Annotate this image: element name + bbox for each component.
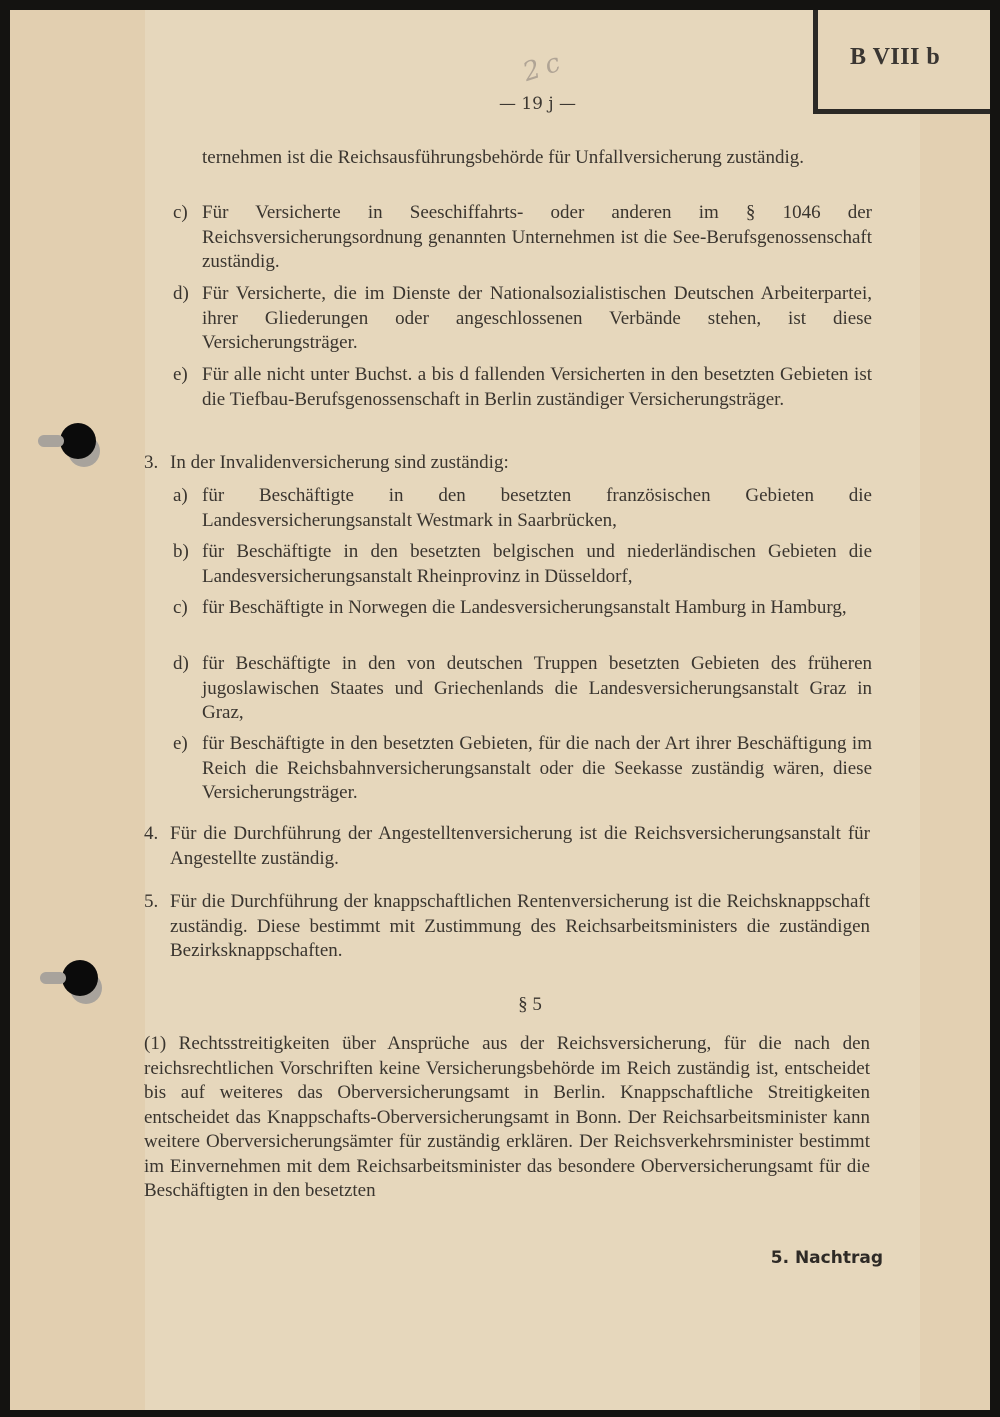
item-text: für Beschäftigte in den besetzten Gebieten, für die nach der Art ihrer Beschäftigung im Reich die Reichsbahnversicherungsanstalt oder die Seekasse zuständig wären, diese Versicherungsträger. (202, 733, 872, 803)
punch-hole-icon (62, 960, 98, 996)
numbered-point-5 (144, 890, 870, 964)
item-marker: c) (173, 202, 188, 223)
point-text: Für die Durchführung der knappschaftlichen Rentenversicherung ist die Reichsknappschaft zuständig. Diese bestimmt mit Zustimmung des Reichsarbeitsministers die zuständigen Bezirksknappschaften. (170, 891, 870, 961)
item-text: für Beschäftigte in Norwegen die Landesversicherungsanstalt Hamburg in Hamburg, (202, 597, 847, 618)
pencil-annotation: 2c (519, 46, 570, 88)
continuation-text: ternehmen ist die Reichsausführungsbehörde für Unfallversicherung zuständig. (202, 147, 805, 168)
point-text: Für die Durchführung der Angestelltenversicherung ist die Reichsversicherungsanstalt für Angestellte zuständig. (170, 823, 870, 869)
item-marker: e) (173, 364, 188, 385)
list-item (173, 596, 872, 621)
item-text: für Beschäftigte in den von deutschen Truppen besetzten Gebieten des früheren jugoslawischen Staates und Griechenlands die Landesversicherungsanstalt Graz in Graz, (202, 653, 872, 723)
item-marker: b) (173, 541, 189, 562)
list-item (173, 652, 872, 726)
page-number: — 19 j — (498, 94, 577, 114)
item-marker: c) (173, 597, 188, 618)
item-text: für Beschäftigte in den besetzten französischen Gebieten die Landesversicherungsanstalt Westmark in Saarbrücken, (202, 485, 872, 531)
page-edge-shading (10, 10, 145, 1410)
section-heading: § 5 (518, 994, 542, 1015)
item-marker: d) (173, 653, 189, 674)
punch-hole-icon (60, 423, 96, 459)
list-item (173, 363, 872, 412)
list-item (173, 732, 872, 806)
item-text: Für Versicherte, die im Dienste der Nationalsozialistischen Deutschen Arbeiterpartei, ihrer Gliederungen oder angeschlossenen Verbände stehen, ist diese Versicherungsträger. (202, 283, 872, 353)
item-text: Für alle nicht unter Buchst. a bis d fallenden Versicherten in den besetzten Gebieten ist die Tiefbau-Berufsgenossenschaft in Berlin zuständiger Versicherungsträger. (202, 364, 872, 410)
list-item (173, 540, 872, 589)
list-item (173, 484, 872, 533)
document-page (10, 10, 990, 1410)
page-edge-shading (920, 10, 990, 1410)
item-text: für Beschäftigte in den besetzten belgischen und niederländischen Gebieten die Landesversicherungsanstalt Rheinprovinz in Düsseldorf, (202, 541, 872, 587)
point-number: 5. (144, 891, 159, 912)
numbered-point-4 (144, 822, 870, 871)
list-item (173, 201, 872, 275)
point-number: 3. (144, 452, 159, 473)
section-paragraph: (1) Rechtsstreitigkeiten über Ansprüche aus der Reichsversicherung, für die nach den reichsrechtlichen Vorschriften keine Versicherungsbehörde im Reich zuständig ist, entscheidet bis auf weiteres das Oberversicherungsamt in Berlin. Knappschaftliche Streitigkeiten entscheidet das Knappschafts-Oberversicherungsamt in Bonn. Der Reichsarbeitsminister kann weitere Oberversicherungsämter für zuständig erklären. Der Reichsverkehrsminister bestimmt im Einvernehmen mit dem Reichsarbeitsminister das besondere Oberversicherungsamt für die Beschäftigten in den besetzten (144, 1033, 870, 1201)
item-marker: d) (173, 283, 189, 304)
supplement-label: 5. Nachtrag (770, 1248, 883, 1268)
item-marker: e) (173, 733, 188, 754)
item-marker: a) (173, 485, 188, 506)
item-text: Für Versicherte in Seeschiffahrts- oder anderen im § 1046 der Reichsversicherungsordnung genannten Unternehmen ist die See-Berufsgenossenschaft zuständig. (202, 202, 872, 272)
point-text: In der Invalidenversicherung sind zuständig: (170, 452, 509, 473)
numbered-point-3 (144, 451, 870, 476)
classification-label: B VIII b (850, 44, 941, 70)
list-item (173, 282, 872, 356)
point-number: 4. (144, 823, 159, 844)
